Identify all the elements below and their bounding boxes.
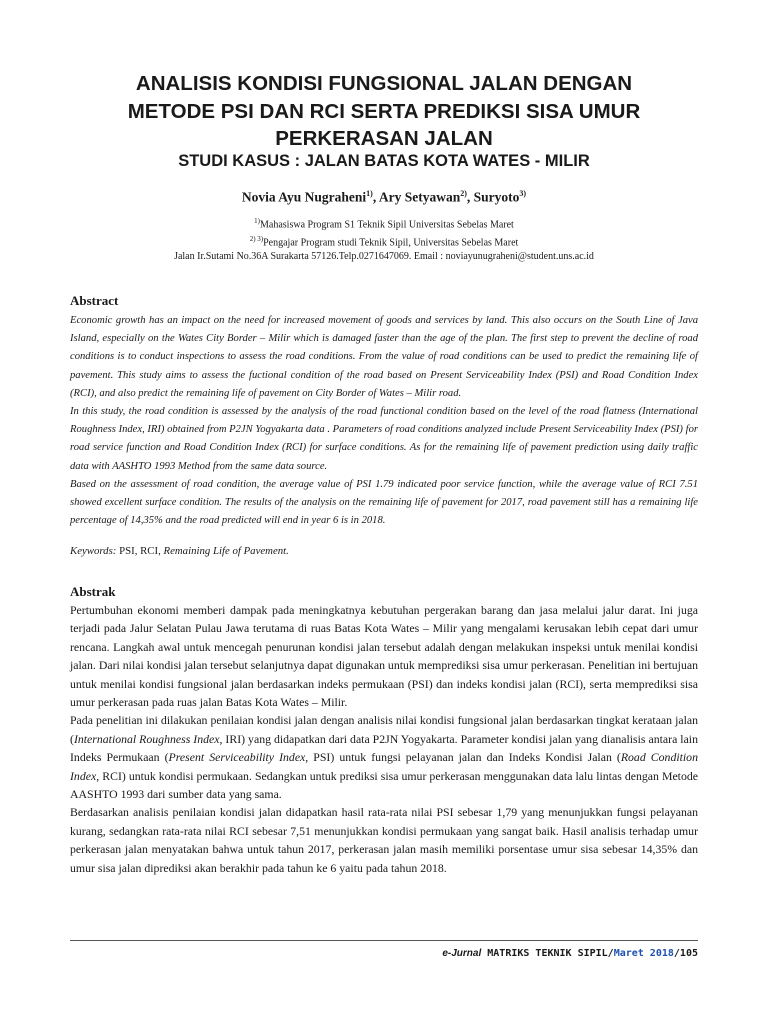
abstrak-run: , IRI) yang didapatkan dari data P2JN Yogyakarta. Parameter kondisi jalan yang dianalisis antara lain Indeks Permukaan (: [70, 731, 698, 765]
abstrak-heading: Abstrak: [70, 584, 116, 599]
abstract-paragraph: Economic growth has an impact on the need for increased movement of goods and services by land. This also occurs on the South Line of Java Island, especially on the Wates City Border – Milir which is damaged faster than the age of the plan. The first step to prevent the decline of road conditions is to conduct inspections to assess the road conditions. From the value of road conditions can be used to predict the remaining life of pavement. This study aims to assess the fuctional condition of the road based on Present Serviceability Index (PSI) and Road Condition Index (RCI), and also predict the remaining life of pavement on City Border of Wates – Milir road.: [70, 315, 698, 399]
author-name: Novia Ayu Nugraheni: [241, 189, 367, 205]
author-mark: 1): [366, 189, 373, 198]
title-line: METODE PSI DAN RCI SERTA PREDIKSI SISA UMUR: [127, 99, 641, 123]
author-name: Suryoto: [473, 189, 520, 205]
footer-rule: [70, 940, 698, 941]
keywords-italic: Remaining Life of Pavement.: [163, 545, 289, 557]
author-sep: ,: [372, 189, 379, 205]
title-line: PERKERASAN JALAN: [275, 127, 493, 150]
affiliation-mark: 1): [254, 217, 261, 225]
paper-subtitle: STUDI KASUS : JALAN BATAS KOTA WATES - MILIR: [178, 152, 590, 170]
journal-issue: Maret 2018: [613, 948, 674, 959]
journal-footer: [442, 948, 698, 959]
abstrak-run-italic: Road Condition Index: [70, 750, 698, 783]
keywords-plain: PSI, RCI,: [116, 545, 164, 557]
affiliation-mark: 2) 3): [249, 235, 264, 243]
abstrak-paragraph: [70, 711, 698, 803]
keywords-line: [70, 545, 698, 557]
affiliation: [70, 215, 698, 231]
journal-prefix: e-Jurnal: [442, 948, 482, 959]
author-sep: ,: [466, 189, 474, 205]
keywords-label: Keywords:: [70, 545, 117, 557]
author-mark: 3): [519, 189, 527, 198]
affiliation-text: Pengajar Program studi Teknik Sipil, Universitas Sebelas Maret: [263, 237, 519, 249]
journal-name: MATRIKS TEKNIK SIPIL/: [481, 948, 614, 959]
abstrak-run-italic: International Roughness Index: [73, 731, 220, 746]
abstract-heading: Abstract: [70, 293, 119, 308]
address-line: Jalan Ir.Sutami No.36A Surakarta 57126.Telp.0271647069. Email : noviayunugraheni@student.uns.ac.id: [174, 251, 594, 262]
abstract-body: [70, 312, 698, 530]
author-name: Ary Setyawan: [378, 189, 461, 205]
abstract-paragraph: Based on the assessment of road condition, the average value of PSI 1.79 indicated poor service function, while the average value of RCI 7.51 showed excellent surface condition. The results of the analysis on the remaining life of pavement for 2017, road pavement still has a remaining life percentage of 14,35% and the road predicted will end in year 6 is in 2018.: [70, 478, 698, 527]
affiliation: [70, 233, 698, 249]
affiliation-text: Mahasiswa Program S1 Teknik Sipil Universitas Sebelas Maret: [260, 219, 514, 231]
abstract-paragraph: In this study, the road condition is assessed by the analysis of the road functional condition based on the level of the road flatness (International Roughness Index, IRI) obtained from P2JN Yogyakarta data . Parameters of road conditions analyzed include Present Serviceability Index (PSI) for road service function and Road Condition Index (RCI) for surface conditions. As for the remaining life of pavement prediction using daily traffic data with AASHTO 1993 Method from the same data source.: [70, 406, 698, 472]
abstrak-run: , PSI) untuk fungsi pelayanan jalan dan Indeks Kondisi Jalan (: [305, 750, 621, 765]
title-line: ANALISIS KONDISI FUNGSIONAL JALAN DENGAN: [135, 72, 633, 95]
abstrak-run-italic: Present Serviceability Index: [168, 750, 306, 765]
abstrak-run: , RCI) untuk kondisi permukaan. Sedangkan untuk prediksi sisa umur perkerasan menggunakan data lalu lintas dengan Metode AASHTO 1993 dari sumber data yang sama.: [70, 768, 698, 802]
abstrak-run: Pada penelitian ini dilakukan penilaian kondisi jalan dengan analisis nilai kondisi fungsional jalan berdasarkan tingkat kerataan jalan (: [70, 713, 698, 746]
abstrak-paragraph: Berdasarkan analisis penilaian kondisi jalan didapatkan hasil rata-rata nilai PSI sebesar 1,79 yang menunjukkan fungsi pelayanan kurang, sedangkan rata-rata nilai RCI sebesar 7,51 menunjukkan kondisi permukaan yang sangat baik. Hasil analisis terhadap umur perkerasan jalan menyatakan bahwa untuk tahun 2017, perkerasan jalan masih memiliki porsentase umur sisa sebesar 14,35% dan umur sisa jalan diprediksi akan berakhir pada tahun ke 6 yaitu pada tahun 2018.: [70, 805, 698, 875]
author-list: [70, 189, 698, 206]
abstrak-body: [70, 601, 698, 877]
abstrak-paragraph: Pertumbuhan ekonomi memberi dampak pada meningkatnya kebutuhan pergerakan barang dan jasa melalui jalur darat. Ini juga terjadi pada Jalur Selatan Pulau Jawa terutama di ruas Batas Kota Wates – Milir yang mengalami kerusakan lebih cepat dari umur rencana. Langkah awal untuk mencegah penurunan kondisi jalan tersebut adalah dengan melakukan inspeksi untuk menilai kondisi jalan. Dari nilai kondisi jalan tersebut selanjutnya dapat digunakan untuk memprediksi sisa umur perkerasan. Penelitian ini bertujuan untuk menilai kondisi fungsional jalan berdasarkan indeks permukaan (PSI) dan indeks kondisi jalan (RCI), serta memprediksi sisa umur perkerasan pada ruas jalan Batas Kota Wates – Milir.: [70, 603, 698, 710]
page-number: /105: [673, 948, 698, 959]
paper-title: [70, 70, 698, 153]
author-mark: 2): [460, 189, 467, 198]
